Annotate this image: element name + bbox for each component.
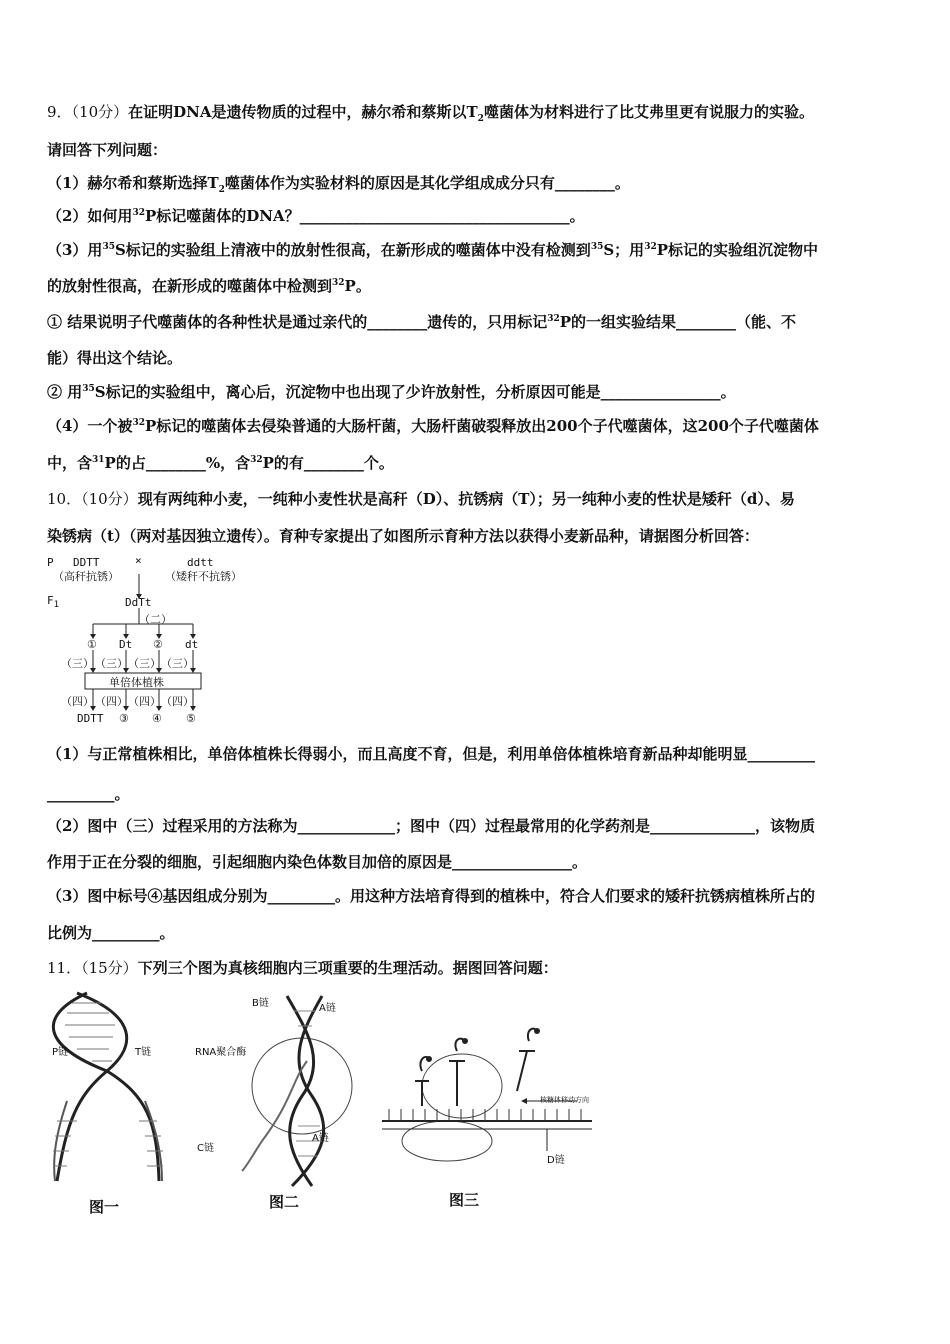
breeding-diagram — [47, 556, 307, 731]
figure-1-caption: 图一 — [89, 1198, 120, 1216]
label-p: P — [47, 556, 54, 569]
parent-2-genotype: ddtt — [187, 556, 214, 569]
q9-sub-1: ① 结果说明子代噬菌体的各种性状是通过亲代的________遗传的，只用标记$^{32}$P的一组实验结果________（能、不 — [47, 313, 797, 331]
f1-genotype: DdTt — [125, 596, 152, 609]
figure-3-caption: 图三 — [449, 1191, 480, 1209]
parent-1-note: （高秆抗锈） — [53, 570, 119, 583]
result-4: ④ — [152, 712, 162, 725]
haploid-plant-box: 单倍体植株 — [109, 676, 164, 689]
q9-part-1: （1）赫尔希和蔡斯选择$T_2$噬菌体作为实验材料的原因是其化学组成成分只有________。 — [47, 174, 630, 195]
parent-2-note: （矮秆不抗锈） — [165, 570, 242, 583]
q11-line-1: 11．（15分）下列三个图为真核细胞内三项重要的生理活动。据图回答问题： — [47, 959, 558, 977]
q10-number: 10．（10分） — [47, 490, 138, 508]
fig2-c-chain-label: C链 — [197, 1143, 214, 1154]
step-two-label: （二） — [139, 613, 172, 626]
parent-1-genotype: DDTT — [73, 556, 100, 569]
figure-3-translation — [377, 991, 607, 1181]
q9-part-2: （2）如何用$^{32}$P标记噬菌体的DNA？____________________________________。 — [47, 207, 585, 225]
cross-symbol: × — [135, 554, 142, 567]
step-four-label-3: （四） — [128, 695, 161, 708]
gamete-dt-upper: Dt — [119, 638, 133, 651]
q9-line-1: 9．（10分）在证明DNA是遗传物质的过程中，赫尔希和蔡斯以$T_2$噬菌体为材料进行了比艾弗里更有说服力的实验。 — [47, 103, 814, 124]
step-four-label-4: （四） — [161, 695, 194, 708]
fig2-rna-polymerase-label: RNA聚合酶 — [195, 1047, 247, 1058]
q9-sub-2: ② 用$^{35}$S标记的实验组中，离心后，沉淀物中也出现了少许放射性，分析原因可能是________________。 — [47, 383, 736, 401]
fig3-d-chain-label: D链 — [547, 1155, 565, 1166]
q10-sub-3-cont: 比例为_________。 — [47, 924, 175, 942]
q9-part-3-cont: 的放射性很高，在新形成的噬菌体中检测到$^{32}$P。 — [47, 277, 371, 295]
q10-line-2: 染锈病（t）（两对基因独立遗传）。育种专家提出了如图所示育种方法以获得小麦新品种，请据图分析回答： — [47, 527, 759, 545]
step-three-label-3: （三） — [128, 657, 161, 670]
step-three-label-2: （三） — [95, 657, 128, 670]
q10-sub-1-cont: _________。 — [47, 785, 130, 803]
figure-1-dna-replication — [47, 991, 177, 1191]
q9-part-4: （4）一个被$^{32}$P标记的噬菌体去侵染普通的大肠杆菌，大肠杆菌破裂释放出200个子代噬菌体，这200个子代噬菌体 — [47, 417, 819, 435]
result-5: ⑤ — [186, 712, 196, 725]
figures-row — [47, 991, 667, 1221]
q10-sub-2: （2）图中（三）过程采用的方法称为_____________；图中（四）过程最常用的化学药剂是______________，该物质 — [47, 817, 815, 835]
result-ddtt: DDTT — [77, 712, 104, 725]
q9-part-4-cont: 中，含$^{31}$P的占________%，含$^{32}$P的有________个。 — [47, 454, 394, 472]
gamete-1: ① — [87, 638, 97, 651]
step-four-label-2: （四） — [95, 695, 128, 708]
fig2-a-chain-top-label: A链 — [319, 1003, 336, 1014]
figure-2-transcription — [232, 991, 382, 1191]
result-3: ③ — [119, 712, 129, 725]
fig2-a-chain-bottom-label: A链 — [312, 1133, 329, 1144]
q10-sub-3: （3）图中标号④基因组成分别为_________。用这种方法培育得到的植株中，符合人们要求的矮秆抗锈病植株所占的 — [47, 887, 815, 905]
q10-line-1: 10．（10分）现有两纯种小麦，一纯种小麦性状是高秆（D）、抗锈病（T）；另一纯种小麦的性状是矮秆（d）、易 — [47, 490, 795, 508]
q9-line-2: 请回答下列问题： — [47, 141, 168, 159]
step-three-label-4: （三） — [161, 657, 194, 670]
q9-sub-1-cont: 能）得出这个结论。 — [47, 349, 183, 367]
q10-sub-2-cont: 作用于正在分裂的细胞，引起细胞内染色体数目加倍的原因是________________。 — [47, 853, 588, 871]
step-four-label-1: （四） — [61, 695, 94, 708]
q10-sub-1: （1）与正常植株相比，单倍体植株长得弱小，而且高度不育，但是，利用单倍体植株培育新品种却能明显_________ — [47, 745, 815, 763]
q9-number: 9．（10分） — [47, 103, 129, 121]
fig2-b-chain-label: B链 — [252, 998, 269, 1009]
figure-2-caption: 图二 — [269, 1193, 300, 1211]
q9-part-3: （3）用$^{35}$S标记的实验组上清液中的放射性很高，在新形成的噬菌体中没有检测到$^{35}$S；用$^{32}$P标记的实验组沉淀物中 — [47, 241, 818, 259]
gamete-dt-lower: dt — [185, 638, 199, 651]
fig1-t-chain-label: T链 — [135, 1047, 152, 1058]
step-three-label-1: （三） — [61, 657, 94, 670]
q11-number: 11．（15分） — [47, 959, 138, 977]
fig3-direction-label: 核糖体移动方向 — [540, 1096, 589, 1104]
gamete-2: ② — [153, 638, 163, 651]
fig1-p-chain-label: P链 — [52, 1047, 69, 1058]
label-f1: $F_1$ — [47, 594, 60, 611]
